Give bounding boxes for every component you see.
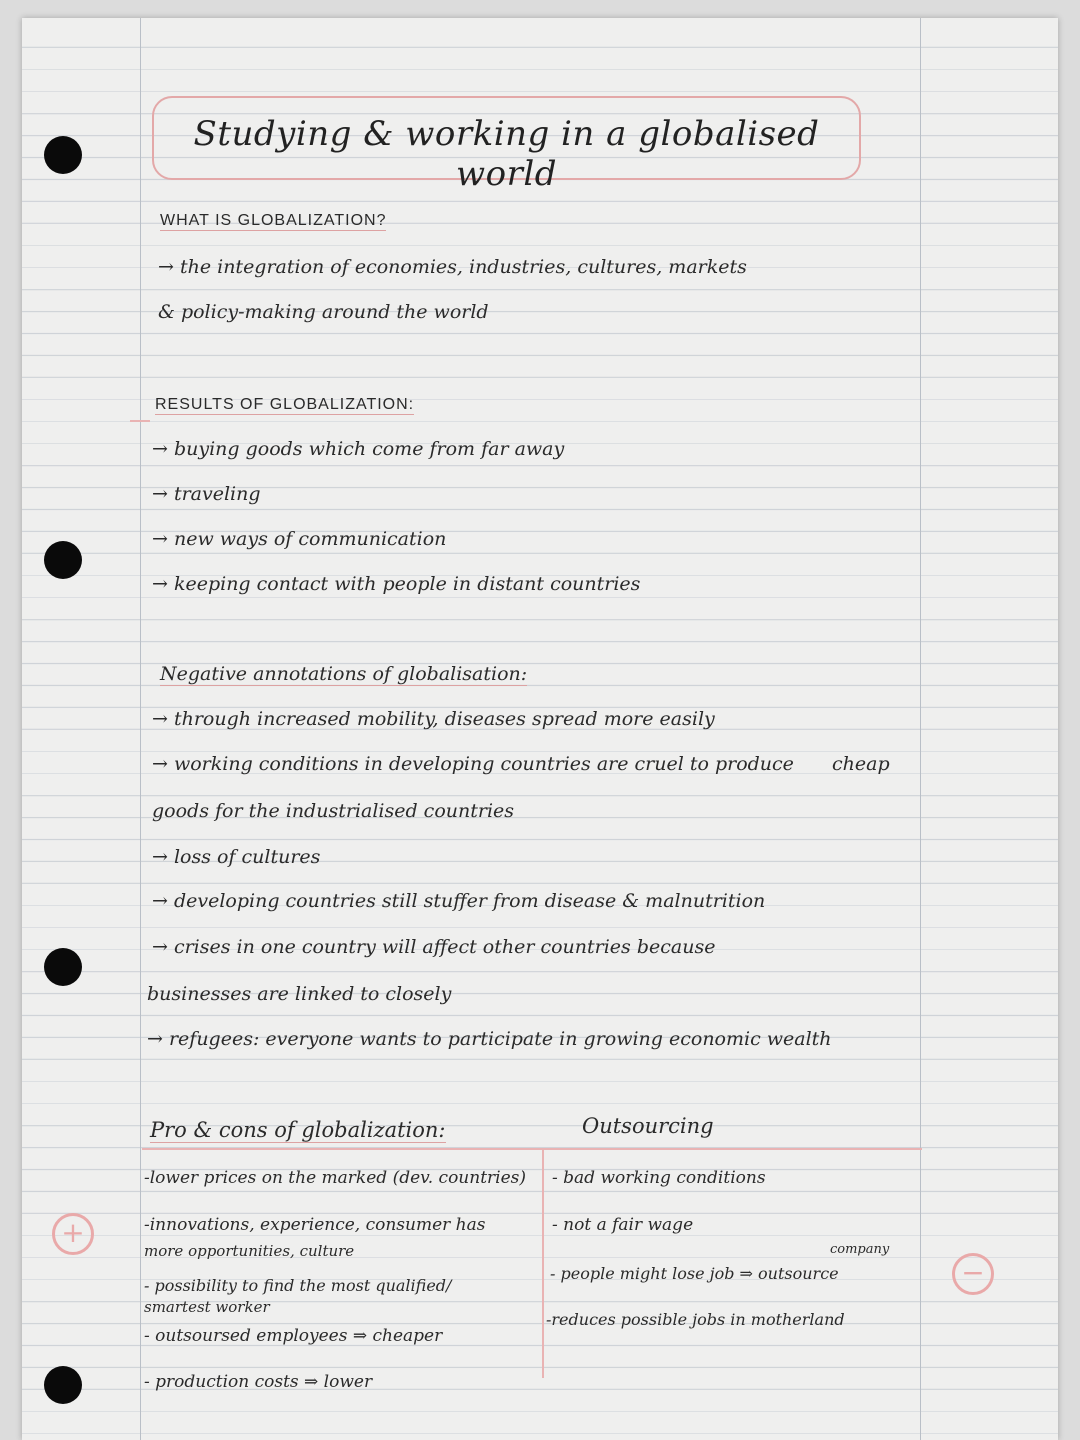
list-item: → keeping contact with people in distant countries	[152, 573, 641, 595]
con-item: company	[830, 1242, 890, 1257]
pro-item: smartest worker	[144, 1298, 270, 1316]
note-line: goods for the industrialised countries	[152, 800, 515, 822]
note-line: → working conditions in developing countries are cruel to produce	[152, 753, 794, 775]
note-line: → through increased mobility, diseases spread more easily	[152, 708, 715, 730]
punch-hole	[44, 541, 82, 579]
pro-item: - production costs ⇒ lower	[144, 1372, 373, 1392]
section-subheading-outsourcing: Outsourcing	[582, 1114, 714, 1138]
note-line: businesses are linked to closely	[147, 983, 452, 1005]
section-heading-negative: Negative annotations of globalisation:	[160, 663, 528, 685]
pink-underline	[130, 420, 150, 422]
list-item: → buying goods which come from far away	[152, 438, 565, 460]
con-item: -reduces possible jobs in motherland	[546, 1310, 845, 1329]
page-title: Studying & working in a globalised world	[193, 114, 820, 194]
section-heading-what-is: WHAT IS GLOBALIZATION?	[160, 212, 387, 229]
list-item: → traveling	[152, 483, 261, 505]
note-line: → developing countries still stuffer from disease & malnutrition	[152, 890, 766, 912]
table-top-rule	[142, 1148, 922, 1150]
pro-item: more opportunities, culture	[144, 1242, 355, 1260]
con-item: - bad working conditions	[552, 1168, 766, 1188]
note-line: → loss of cultures	[152, 846, 321, 868]
pro-item: - possibility to find the most qualified/	[144, 1276, 452, 1295]
pro-item: -innovations, experience, consumer has	[144, 1215, 486, 1235]
table-divider	[542, 1148, 544, 1378]
punch-hole	[44, 1366, 82, 1404]
note-line: → refugees: everyone wants to participate in growing economic wealth	[147, 1028, 832, 1050]
plus-circle-icon: +	[52, 1213, 94, 1255]
left-margin-line	[140, 18, 141, 1440]
note-line: & policy-making around the world	[158, 301, 489, 323]
notebook-page	[22, 18, 1058, 1440]
section-heading-pro-cons: Pro & cons of globalization:	[150, 1118, 446, 1142]
pro-item: -lower prices on the marked (dev. countries)	[144, 1168, 527, 1188]
right-margin-line	[920, 18, 921, 1440]
section-heading-results: RESULTS OF GLOBALIZATION:	[155, 396, 415, 413]
con-item: - not a fair wage	[552, 1215, 694, 1235]
con-item: - people might lose job ⇒ outsource	[550, 1264, 839, 1283]
punch-hole	[44, 136, 82, 174]
punch-hole	[44, 948, 82, 986]
title-box	[152, 96, 861, 194]
note-line: → crises in one country will affect other countries because	[152, 936, 716, 958]
note-line: → the integration of economies, industries, cultures, markets	[158, 256, 747, 278]
note-word: cheap	[832, 753, 890, 775]
pro-item: - outsoursed employees ⇒ cheaper	[144, 1326, 443, 1346]
minus-circle-icon: −	[952, 1253, 994, 1295]
list-item: → new ways of communication	[152, 528, 447, 550]
